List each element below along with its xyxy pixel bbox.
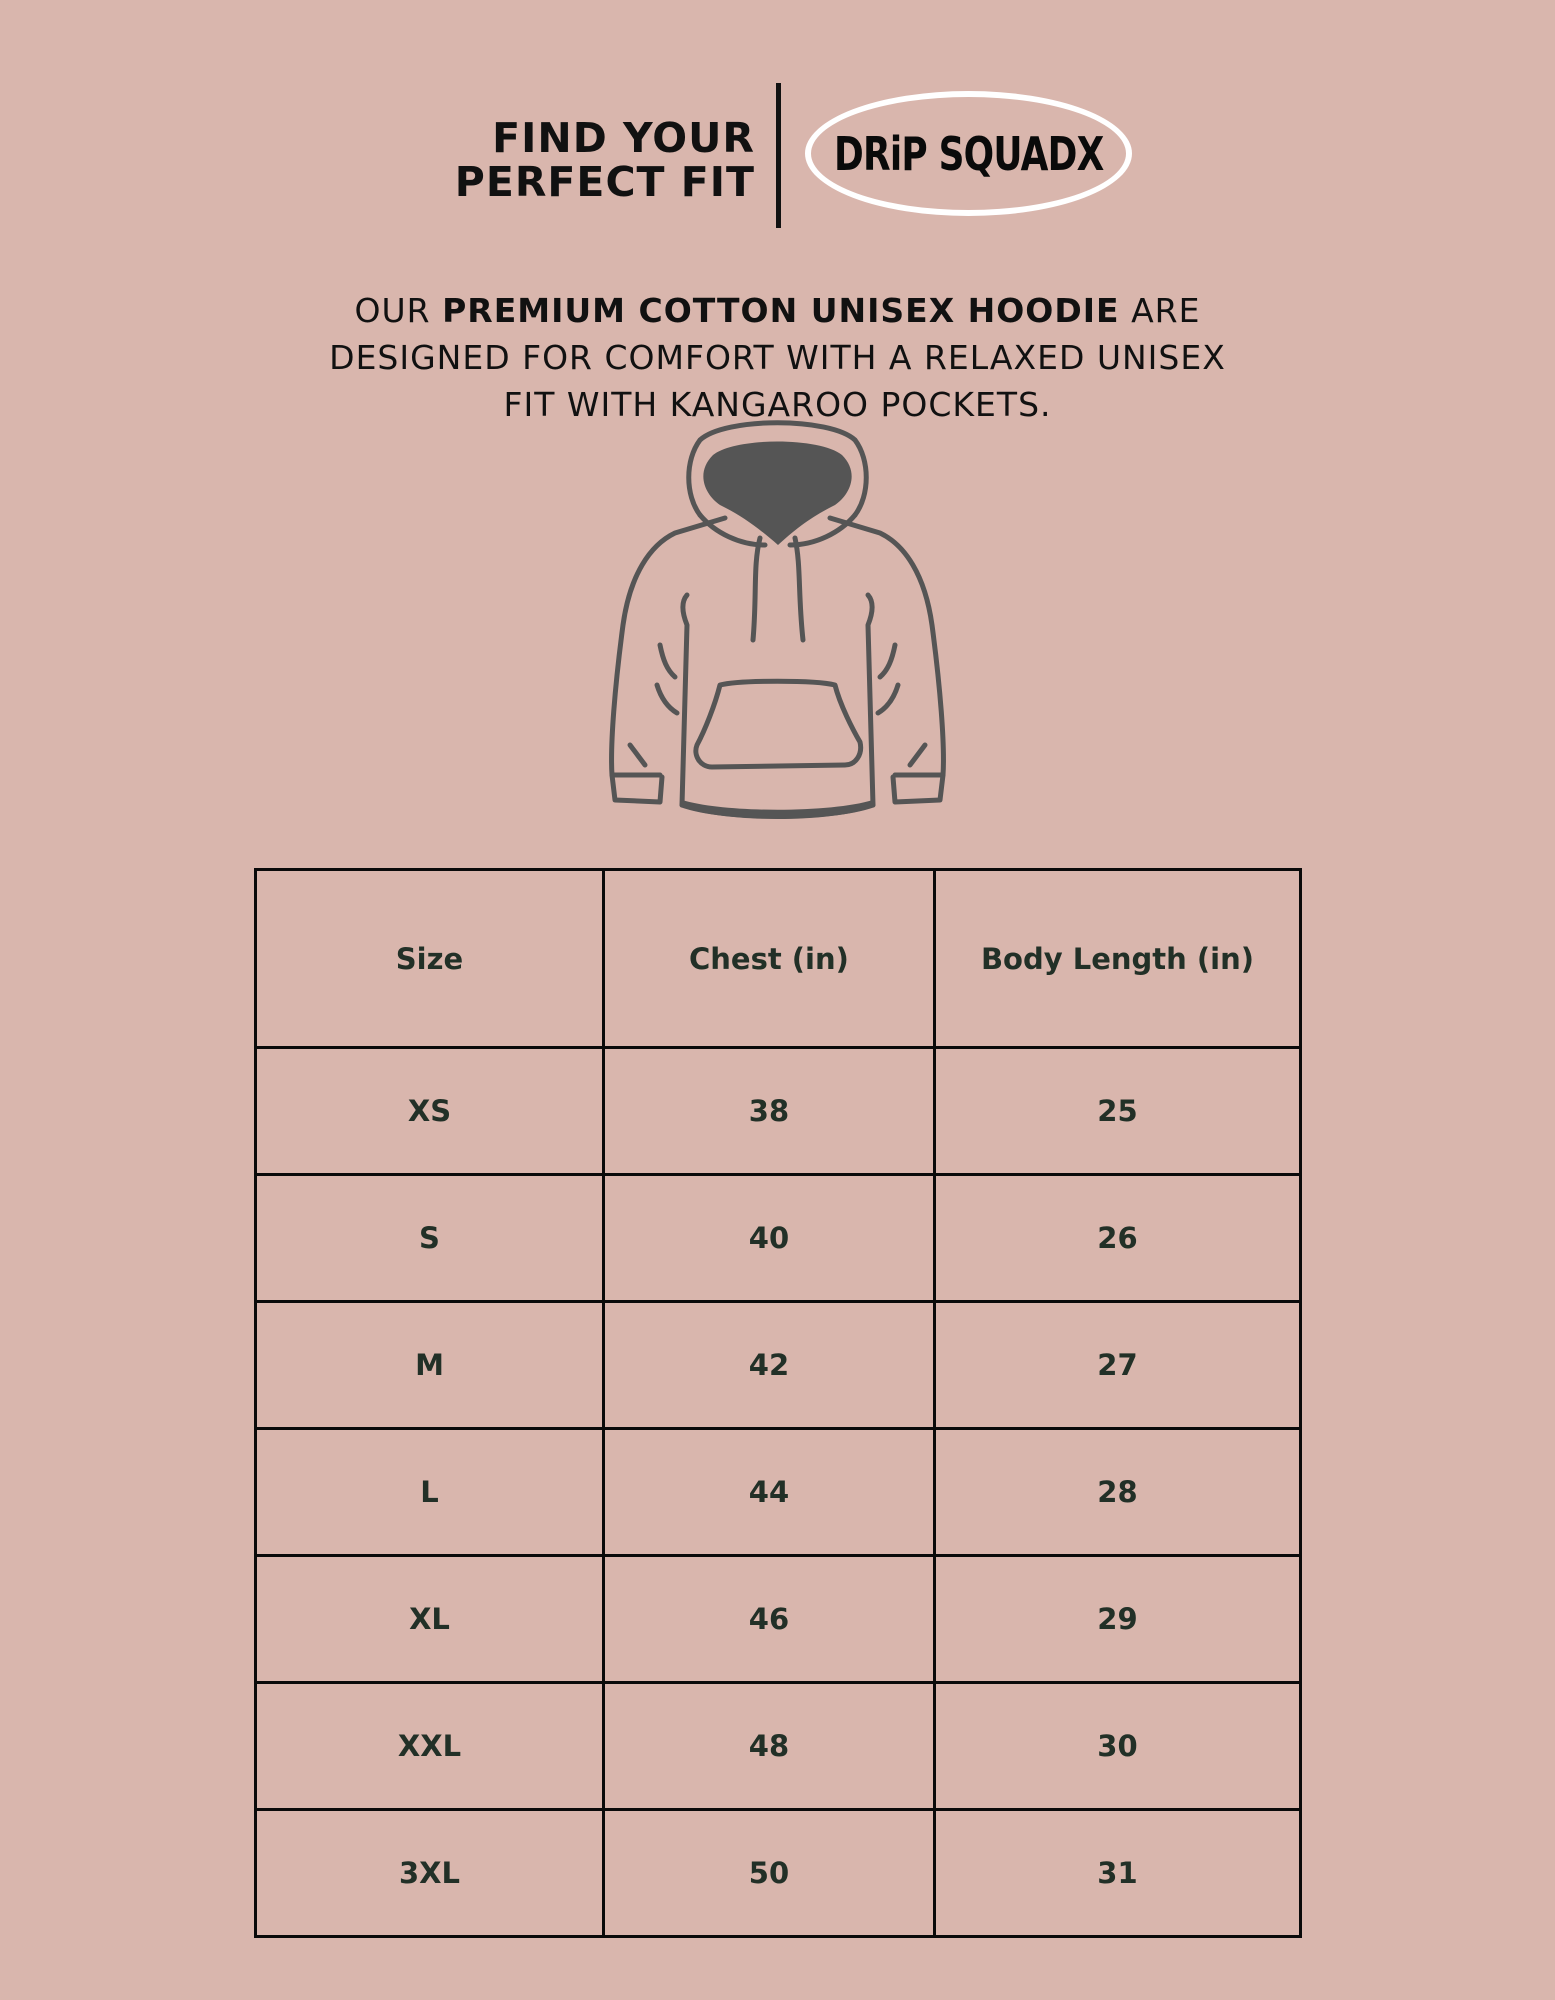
cell-size: XS bbox=[256, 1048, 604, 1175]
cell-size: L bbox=[256, 1429, 604, 1556]
table-row bbox=[256, 1556, 1301, 1683]
tagline-line-1: FIND YOUR bbox=[492, 114, 755, 162]
cell-size: XXL bbox=[256, 1683, 604, 1810]
table-row bbox=[256, 1810, 1301, 1937]
cell-body-length: 27 bbox=[934, 1302, 1300, 1429]
header-chest: Chest (in) bbox=[603, 870, 934, 1048]
cell-size: S bbox=[256, 1175, 604, 1302]
cell-chest: 46 bbox=[603, 1556, 934, 1683]
brand-logo-text: DRiP SQUADX bbox=[833, 126, 1104, 181]
table-row bbox=[256, 1683, 1301, 1810]
cell-body-length: 29 bbox=[934, 1556, 1300, 1683]
tagline-line-2: PERFECT FIT bbox=[454, 158, 755, 206]
table-row bbox=[256, 1048, 1301, 1175]
product-description bbox=[300, 287, 1255, 428]
hoodie-icon bbox=[605, 415, 950, 830]
table-header-row bbox=[256, 870, 1301, 1048]
cell-size: M bbox=[256, 1302, 604, 1429]
header bbox=[0, 80, 1555, 230]
cell-body-length: 26 bbox=[934, 1175, 1300, 1302]
cell-size: 3XL bbox=[256, 1810, 604, 1937]
header-body-length: Body Length (in) bbox=[934, 870, 1300, 1048]
cell-chest: 44 bbox=[603, 1429, 934, 1556]
table-row bbox=[256, 1302, 1301, 1429]
description-prefix: OUR bbox=[354, 291, 443, 330]
size-chart-table bbox=[254, 868, 1302, 1938]
cell-body-length: 31 bbox=[934, 1810, 1300, 1937]
table-row bbox=[256, 1175, 1301, 1302]
brand-logo bbox=[805, 91, 1132, 216]
cell-size: XL bbox=[256, 1556, 604, 1683]
cell-chest: 42 bbox=[603, 1302, 934, 1429]
cell-chest: 38 bbox=[603, 1048, 934, 1175]
description-product-name: PREMIUM COTTON UNISEX HOODIE bbox=[442, 291, 1120, 330]
tagline bbox=[455, 116, 755, 204]
header-size: Size bbox=[256, 870, 604, 1048]
description-suffix: ARE DESIGNED FOR COMFORT WITH A RELAXED UNISEX FIT WITH KANGAROO POCKETS. bbox=[329, 291, 1226, 424]
cell-chest: 40 bbox=[603, 1175, 934, 1302]
cell-body-length: 25 bbox=[934, 1048, 1300, 1175]
cell-chest: 50 bbox=[603, 1810, 934, 1937]
header-divider bbox=[776, 83, 781, 228]
cell-body-length: 30 bbox=[934, 1683, 1300, 1810]
table-row bbox=[256, 1429, 1301, 1556]
cell-body-length: 28 bbox=[934, 1429, 1300, 1556]
cell-chest: 48 bbox=[603, 1683, 934, 1810]
